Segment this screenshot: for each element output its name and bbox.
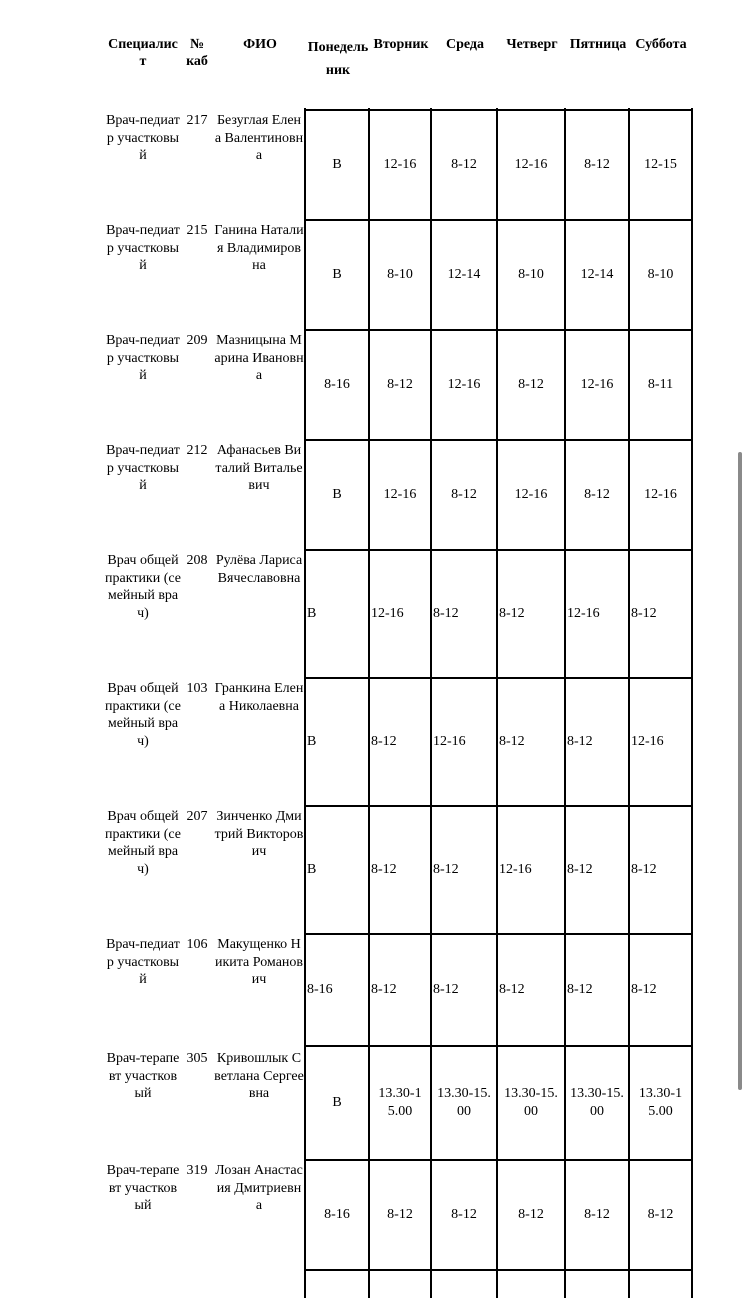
header-saturday: Суббота (635, 37, 687, 52)
schedule-cell: 12-16 (567, 606, 600, 621)
schedule-cell: 8-11 (647, 377, 674, 392)
header-cabinet: № каб (186, 37, 208, 69)
schedule-cell: В (307, 606, 317, 621)
fio-cell: Безуглая Елена Валентиновна (214, 113, 304, 163)
schedule-cell: 12-16 (383, 487, 417, 502)
schedule-cell: 8-12 (451, 157, 477, 172)
schedule-cell: 8-12 (567, 862, 593, 877)
schedule-cell: 8-12 (584, 1207, 610, 1222)
schedule-cell: В (307, 734, 317, 749)
schedule-cell: 13.30-15.00 (437, 1086, 491, 1119)
schedule-cell: В (332, 267, 342, 282)
schedule-cell: 8-12 (387, 377, 413, 392)
schedule-cell: 8-10 (647, 267, 674, 282)
schedule-cell: 13.30-15.00 (504, 1086, 558, 1119)
header-wednesday: Среда (445, 37, 484, 52)
schedule-cell: 12-16 (499, 862, 532, 877)
specialist-cell: Врач общей практики (семейный врач) (105, 553, 181, 621)
schedule-cell: 8-12 (631, 862, 657, 877)
cabinet-cell: 215 (186, 223, 208, 238)
schedule-cell: 12-16 (580, 377, 614, 392)
schedule-cell: 8-12 (371, 734, 397, 749)
header-specialist: Специалист (108, 37, 178, 69)
schedule-cell: 8-12 (567, 982, 593, 997)
schedule-cell: 12-16 (514, 487, 548, 502)
specialist-cell: Врач-педиатр участковый (106, 113, 180, 163)
schedule-cell: 8-16 (324, 1207, 350, 1222)
cabinet-cell: 103 (186, 681, 208, 696)
schedule-cell: 8-12 (518, 377, 544, 392)
schedule-cell: 8-10 (387, 267, 413, 282)
specialist-cell: Врач-педиатр участковый (106, 443, 180, 493)
specialist-cell: Врач общей практики (семейный врач) (105, 809, 181, 877)
schedule-cell: 8-12 (567, 734, 593, 749)
fio-cell: Мазницына Марина Ивановна (214, 333, 304, 383)
fio-cell: Афанасьев Виталий Витальевич (215, 443, 303, 493)
specialist-cell: Врач-педиатр участковый (106, 937, 180, 987)
schedule-cell: 8-12 (451, 1207, 477, 1222)
schedule-cell: 8-12 (499, 606, 525, 621)
cabinet-cell: 212 (186, 443, 208, 458)
schedule-cell: 13.30-15.00 (570, 1086, 624, 1119)
cabinet-cell: 319 (186, 1163, 208, 1178)
schedule-cell: 13.30-15.00 (378, 1086, 422, 1119)
cabinet-cell: 305 (186, 1051, 208, 1066)
schedule-cell: 8-12 (631, 606, 657, 621)
fio-cell: Лозан Анастасия Дмитриевна (215, 1163, 303, 1213)
schedule-cell: 12-16 (514, 157, 548, 172)
schedule-cell: 8-16 (307, 982, 333, 997)
schedule-cell: В (307, 862, 317, 877)
schedule-cell: 12-16 (433, 734, 466, 749)
schedule-cell: В (332, 157, 342, 172)
schedule-cell: 8-12 (631, 982, 657, 997)
header-thursday: Четверг (506, 37, 558, 52)
header-tuesday: Вторник (373, 37, 429, 52)
fio-cell: Макущенко Никита Романович (214, 937, 304, 987)
schedule-cell: 12-14 (580, 267, 614, 282)
schedule-cell: 12-16 (644, 487, 677, 502)
specialist-cell: Врач-педиатр участковый (106, 223, 180, 273)
header-friday: Пятница (569, 37, 627, 52)
fio-cell: Ганина Наталия Владимировна (214, 223, 304, 273)
schedule-cell: В (332, 1095, 342, 1110)
schedule-cell: 8-12 (433, 982, 459, 997)
schedule-cell: 8-12 (518, 1207, 544, 1222)
cabinet-cell: 106 (186, 937, 208, 952)
specialist-cell: Врач-терапевт участковый (106, 1051, 180, 1101)
header-fio: ФИО (243, 37, 277, 52)
schedule-cell: 8-12 (387, 1207, 413, 1222)
schedule-cell: 8-10 (518, 267, 544, 282)
schedule-cell: 8-12 (499, 982, 525, 997)
schedule-cell: В (332, 487, 342, 502)
schedule-cell: 12-16 (371, 606, 404, 621)
cabinet-cell: 208 (186, 553, 208, 568)
schedule-cell: 12-14 (447, 267, 481, 282)
fio-cell: Рулёва Лариса Вячеславовна (215, 553, 303, 586)
schedule-cell: 12-16 (447, 377, 481, 392)
schedule-cell: 8-16 (324, 377, 350, 392)
schedule-cell: 12-15 (644, 157, 677, 172)
schedule-cell: 8-12 (433, 606, 459, 621)
header-monday: Понедельник (307, 40, 369, 78)
schedule-cell: 12-16 (631, 734, 664, 749)
scrollbar[interactable] (738, 452, 742, 1090)
schedule-cell: 8-12 (371, 982, 397, 997)
fio-cell: Гранкина Елена Николаевна (214, 681, 304, 714)
schedule-cell: 13.30-15.00 (638, 1086, 683, 1119)
specialist-cell: Врач общей практики (семейный врач) (105, 681, 181, 749)
cabinet-cell: 217 (186, 113, 208, 128)
specialist-cell: Врач-терапевт участковый (106, 1163, 180, 1213)
schedule-cell: 8-12 (433, 862, 459, 877)
schedule-cell: 8-12 (647, 1207, 674, 1222)
schedule-cell: 8-12 (371, 862, 397, 877)
cabinet-cell: 207 (186, 809, 208, 824)
schedule-cell: 12-16 (383, 157, 417, 172)
schedule-cell: 8-12 (584, 487, 610, 502)
fio-cell: Кривошлык Светлана Сергеевна (214, 1051, 304, 1101)
schedule-cell: 8-12 (451, 487, 477, 502)
schedule-cell: 8-12 (584, 157, 610, 172)
specialist-cell: Врач-педиатр участковый (106, 333, 180, 383)
fio-cell: Зинченко Дмитрий Викторович (214, 809, 304, 859)
schedule-cell: 8-12 (499, 734, 525, 749)
cabinet-cell: 209 (186, 333, 208, 348)
grid-hline (305, 1269, 692, 1271)
